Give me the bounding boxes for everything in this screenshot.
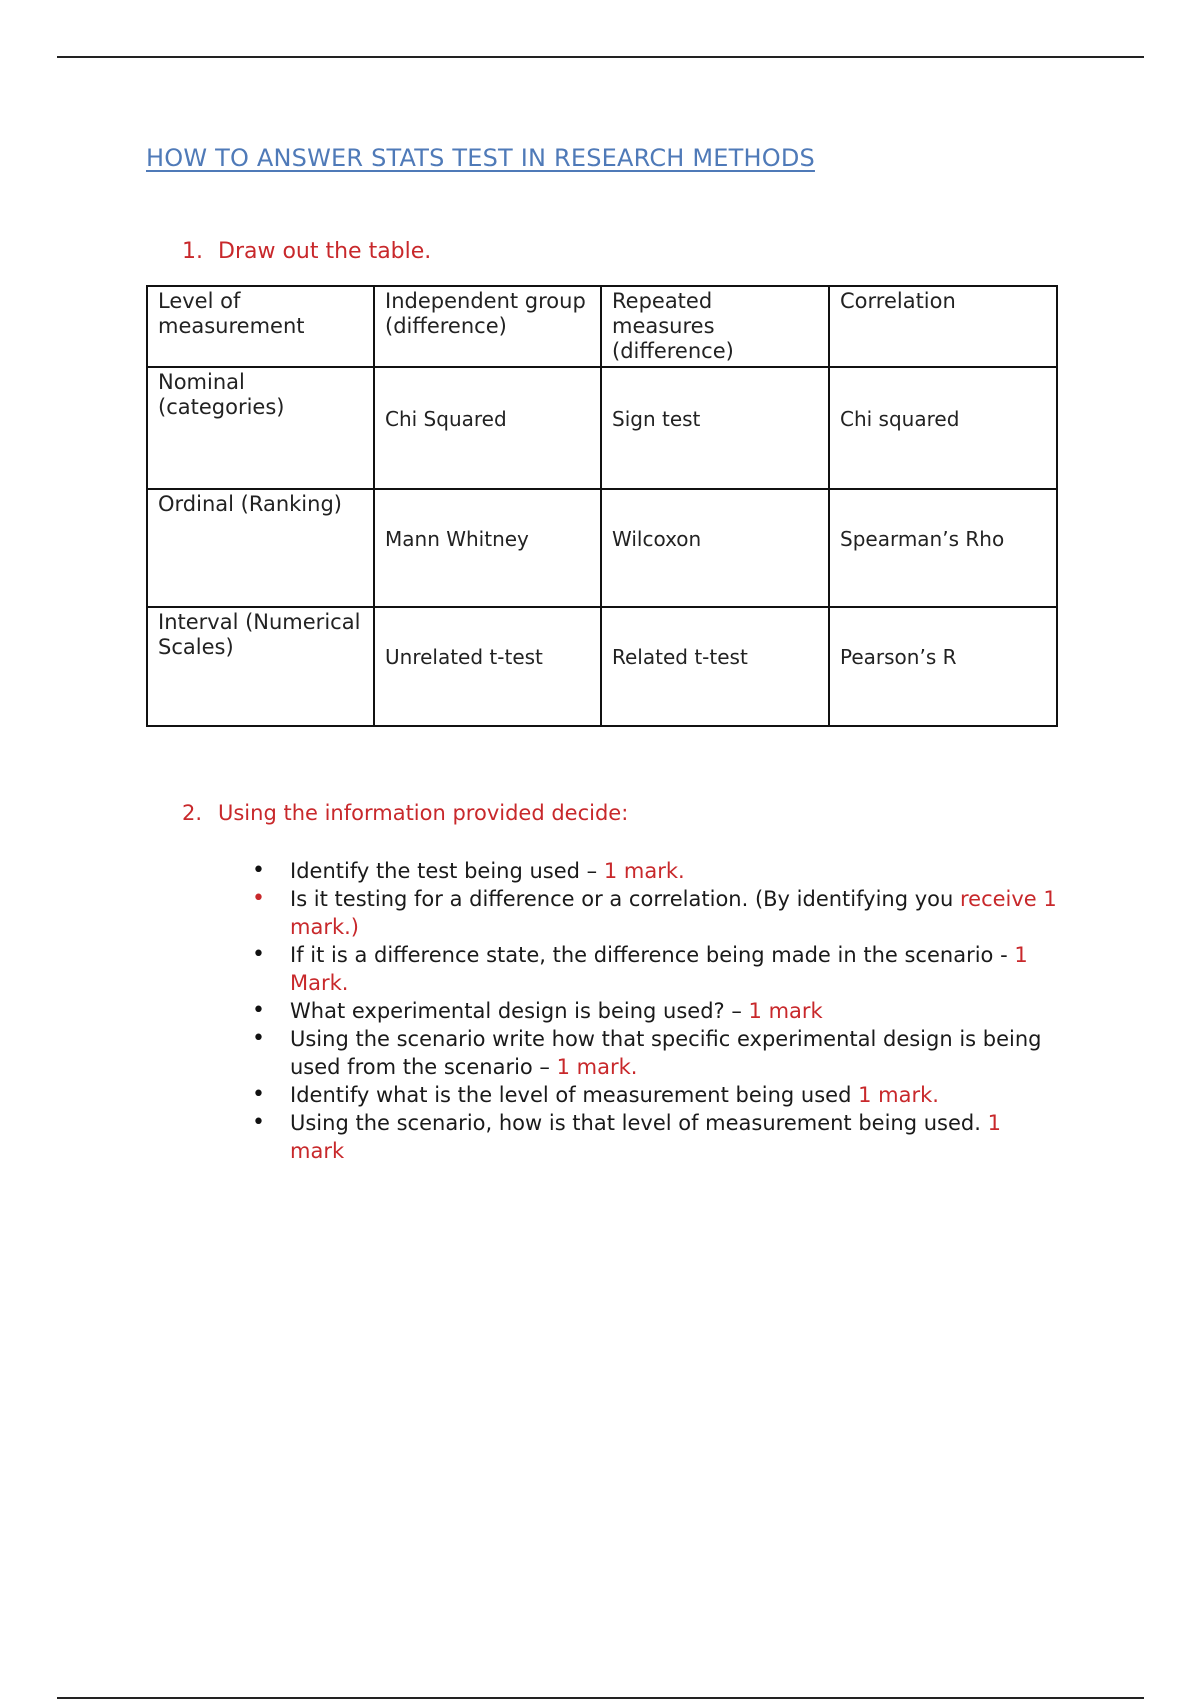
list-item: • Using the scenario, how is that level of measurement being used. 1 mark (250, 1109, 1060, 1165)
mark-value: receive 1 mark.) (290, 887, 1057, 939)
section-1-text: Draw out the table. (218, 239, 432, 264)
table-cell: Spearman’s Rho (829, 489, 1057, 607)
table-row (147, 489, 1057, 607)
table-cell: Sign test (601, 367, 829, 489)
section-2-number: 2. (182, 801, 203, 825)
section-2-text: Using the information provided decide: (218, 801, 629, 825)
header-cell: Correlation (829, 286, 1057, 367)
top-rule (57, 56, 1144, 58)
list-item: • If it is a difference state, the difference being made in the scenario - 1 Mark. (250, 941, 1060, 997)
bottom-rule (57, 1697, 1144, 1699)
section-1-number: 1. (182, 239, 203, 264)
section-2-heading (182, 801, 628, 825)
mark-value: 1 mark. (858, 1083, 939, 1107)
section-1-heading (182, 239, 431, 264)
mark-value: 1 Mark. (290, 943, 1028, 995)
header-cell: Repeated measures (difference) (601, 286, 829, 367)
table-row (147, 607, 1057, 726)
table-cell: Unrelated t-test (374, 607, 601, 726)
header-cell: Independent group (difference) (374, 286, 601, 367)
stats-test-table (146, 285, 1058, 727)
table-cell: Wilcoxon (601, 489, 829, 607)
mark-value: 1 mark. (603, 859, 685, 883)
task-list (250, 857, 1060, 1165)
list-item: • What experimental design is being used? – 1 mark (250, 997, 1060, 1025)
mark-value: 1 mark (290, 1111, 1001, 1163)
list-item: • Using the scenario write how that specific experimental design is being used from the scenario – 1 mark. (250, 1025, 1060, 1081)
table-cell: Pearson’s R (829, 607, 1057, 726)
table-cell: Related t-test (601, 607, 829, 726)
list-item: • Is it testing for a difference or a correlation. (By identifying you receive 1 mark.) (250, 885, 1060, 941)
table-header-row (147, 286, 1057, 367)
page-title: HOW TO ANSWER STATS TEST IN RESEARCH METHODS (146, 144, 815, 172)
row-label-cell: Interval (Numerical Scales) (147, 607, 374, 726)
list-item: • Identify the test being used – 1 mark. (250, 857, 1060, 885)
list-item: • Identify what is the level of measurement being used 1 mark. (250, 1081, 1060, 1109)
table-cell: Chi Squared (374, 367, 601, 489)
row-label-cell: Nominal (categories) (147, 367, 374, 489)
row-label-cell: Ordinal (Ranking) (147, 489, 374, 607)
table-cell: Chi squared (829, 367, 1057, 489)
table-row (147, 367, 1057, 489)
header-cell: Level of measurement (147, 286, 374, 367)
mark-value: 1 mark (748, 999, 823, 1023)
mark-value: 1 mark. (556, 1055, 638, 1079)
table-cell: Mann Whitney (374, 489, 601, 607)
